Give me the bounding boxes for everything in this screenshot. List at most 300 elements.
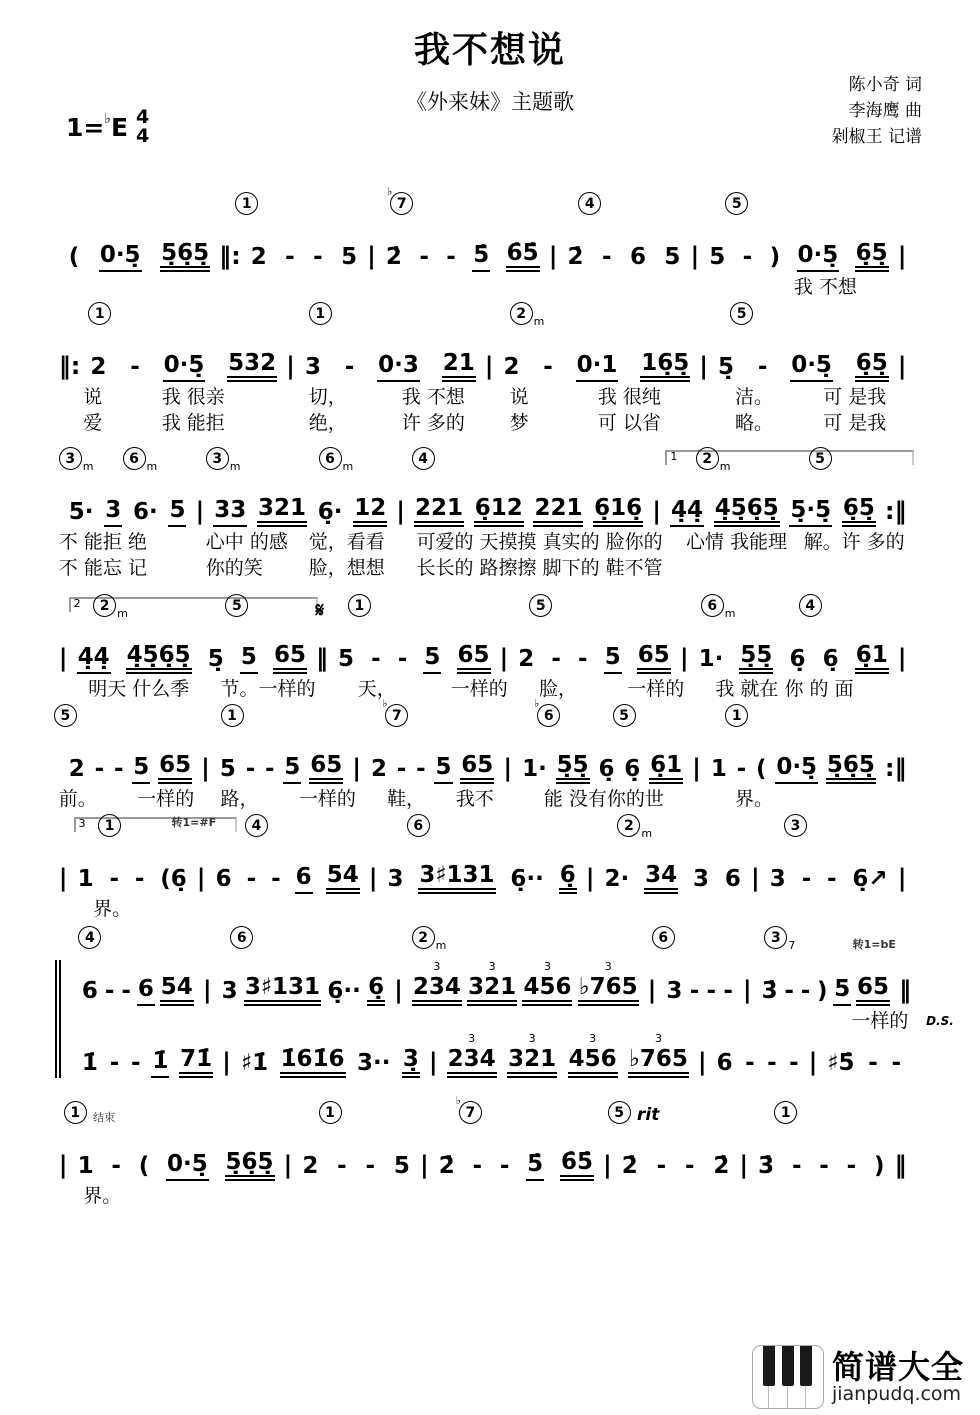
measure [72, 976, 203, 1006]
score [0, 185, 980, 1207]
lyric-segment: 可 是我 [823, 412, 887, 434]
barline: | [201, 754, 210, 782]
lyric-segment: 觉，看看 [308, 531, 385, 553]
note-token: 6̣ [559, 864, 577, 894]
note-token: - [104, 978, 115, 1004]
note-token: 234 3 [447, 1048, 497, 1078]
note-token: - [365, 1153, 376, 1179]
measure [72, 1048, 222, 1078]
lyric-segment: 路， [220, 788, 259, 810]
note-token: 6̣16̣ [593, 497, 643, 527]
chord-symbol [93, 594, 128, 620]
note-token: 2 [518, 646, 535, 672]
chord-number: 6 [407, 814, 430, 837]
barline: | [652, 497, 661, 525]
note-token: - [656, 1153, 667, 1179]
logo-name: 简谱大全 [831, 1347, 964, 1386]
note-token: ( [138, 1153, 150, 1179]
note-token: - [111, 1153, 121, 1179]
lyric-segment: 前。 [58, 788, 97, 810]
chord-number: 7 [385, 704, 408, 727]
ds-annotation: D.S. [926, 1014, 954, 1028]
triplet-mark: 3 [543, 960, 551, 973]
chord-symbol [221, 704, 244, 727]
chord-symbol [54, 704, 77, 727]
note-token: 5 [338, 646, 355, 672]
key-note: E [110, 112, 129, 142]
segno-annotation: 𝄋 [315, 598, 325, 622]
note-token: 3 [769, 866, 786, 892]
note-token: 5̣6̣5̣ [225, 1151, 275, 1181]
note-token: - [736, 756, 747, 782]
lyric-segment: 可 是我 [823, 386, 887, 408]
chord-symbol [613, 704, 636, 727]
barline-end: | [897, 352, 907, 380]
chord-number: 4 [799, 594, 822, 617]
note-token: - [313, 244, 323, 270]
chord-symbol [407, 814, 430, 837]
note-token: 6̣5̣ [855, 242, 889, 272]
note-token: 321 3 [467, 976, 517, 1006]
chord-row [0, 922, 980, 960]
chord-symbol [123, 447, 158, 473]
note-token: - [285, 244, 295, 270]
credits [832, 72, 922, 150]
lyrics-row [0, 553, 980, 579]
notes-row [61, 1032, 980, 1078]
lyrics-row [0, 894, 980, 920]
measure [748, 1155, 894, 1181]
chord-quality: m [117, 607, 128, 620]
measure [508, 644, 680, 674]
note-token: - [245, 756, 256, 782]
chord-number: 1 [725, 704, 748, 727]
notes-row [0, 226, 980, 272]
note-token: ♯1̇ [240, 1050, 269, 1076]
barline-end: | [897, 644, 907, 672]
note-token: 33 [213, 499, 247, 527]
barline-end: | [897, 864, 907, 892]
chord-symbol [88, 302, 111, 325]
note-token: 6̣·· [327, 978, 361, 1004]
barline: | [499, 644, 509, 672]
triplet-mark: 3 [589, 1032, 597, 1045]
barline: | [647, 976, 657, 1004]
note-token: - [826, 866, 837, 892]
note-token: 6̣· [317, 499, 343, 525]
chord-symbol [235, 192, 258, 215]
chord-symbol [652, 926, 675, 949]
note-token: 0·1 [576, 354, 619, 382]
notes-row [0, 481, 980, 527]
notes-row [0, 336, 980, 382]
chord-symbol [617, 814, 653, 840]
lyric-segment: 我 不想 [401, 386, 465, 408]
note-token: 6̣1 [855, 644, 889, 674]
credit-transcriber: 剁椒王 记谱 [831, 127, 922, 147]
note-token: 2 [68, 756, 85, 782]
barline: | [603, 1151, 612, 1179]
chord-symbol [59, 447, 94, 473]
chord-row [0, 700, 980, 738]
note-token: 5 [219, 756, 236, 782]
note-token: 4̣5̣6̣5̣ [126, 644, 192, 674]
note-token: 65 [309, 754, 343, 784]
lyric-segment: 我 能拒 [161, 412, 225, 434]
page-title: 我不想说 [413, 30, 566, 71]
note-token: 5 [833, 978, 851, 1006]
note-token: 6 [724, 866, 741, 892]
logo-url: jianpudq.com [831, 1382, 962, 1405]
chord-number: 2 [696, 447, 719, 470]
note-token: 6 [295, 866, 313, 894]
barline: | [58, 1151, 68, 1179]
lyric-segment: 脸，想想 [308, 557, 385, 579]
note-token: 321 3 [507, 1048, 557, 1078]
note-token: - [396, 756, 407, 782]
measure [689, 644, 898, 674]
note-token: 0·5̣ [797, 244, 840, 272]
measure [405, 497, 652, 527]
chord-quality: m [533, 315, 545, 328]
lyric-segment: 脸， [539, 678, 578, 700]
chord-number: 6 [319, 447, 342, 470]
chord-symbol [809, 447, 832, 470]
note-token: - [742, 244, 753, 270]
note-token: 5 [168, 499, 186, 527]
note-token: - [446, 244, 456, 270]
measure [493, 352, 699, 382]
barline: | [368, 864, 378, 892]
chord-number: 4 [578, 192, 601, 215]
barline: | [222, 1048, 231, 1076]
note-token: 4̣4̣ [670, 499, 704, 527]
chord-quality: m [342, 460, 354, 473]
note-token: - [706, 978, 717, 1004]
note-token: - [800, 978, 811, 1004]
measure [295, 352, 485, 382]
note-token: (6̣ [160, 866, 187, 892]
measure [752, 976, 899, 1006]
chord-symbol [784, 814, 807, 837]
note-token: 5 [341, 244, 358, 270]
barline: ‖: [219, 242, 241, 270]
lyric-segment: 绝， [308, 412, 347, 434]
note-token: ( [756, 756, 767, 782]
measure [361, 754, 503, 784]
chord-symbol [510, 302, 545, 328]
lyric-segment: 许 多的 [401, 412, 465, 434]
lyric-segment: 我不 [455, 788, 494, 810]
lyric-segment: 能 没有你的世 [543, 788, 664, 810]
chord-row [0, 1097, 980, 1135]
lyric-segment: 心情 我能理 [686, 531, 788, 553]
barline: | [286, 352, 295, 380]
note-token: 6̣ [789, 646, 806, 672]
chord-number: 1 [64, 1101, 87, 1124]
flat-icon: ♭ [104, 111, 111, 127]
note-token: 6 [716, 1050, 733, 1076]
barline: | [697, 1048, 707, 1076]
lyric-segment: 可 以省 [597, 412, 661, 434]
notes-row [0, 1135, 980, 1181]
chord-quality: m [229, 460, 241, 473]
note-token: 3♯131 [418, 864, 495, 894]
lyric-segment: 略。 [735, 412, 774, 434]
note-token: 6̣1 [649, 754, 683, 784]
triplet-mark: 3 [528, 1032, 536, 1045]
chord-symbol [529, 594, 552, 617]
note-token: 16̣5̣ [640, 352, 690, 382]
note-token: 0·5̣ [163, 354, 206, 382]
note-token: 5̇ [526, 1153, 544, 1181]
note-token: - [499, 1153, 510, 1179]
note-token: 1 [77, 1153, 94, 1179]
note-token: - [819, 1153, 829, 1179]
chord-symbol [701, 594, 736, 620]
lyrics-row [0, 784, 980, 810]
lyric-segment: 我 很亲 [161, 386, 225, 408]
barline: | [548, 242, 558, 270]
note-token: 5̣·5̣ [789, 499, 832, 527]
note-token: 65 [158, 754, 192, 784]
chord-quality: m [724, 607, 736, 620]
measure [59, 499, 196, 527]
note-token: 5 [709, 244, 726, 270]
note-token: 3 [221, 978, 238, 1004]
chord-quality: 7 [788, 939, 796, 952]
measure [707, 1052, 809, 1078]
lyric-segment: 爱 [83, 412, 103, 434]
barline: | [692, 754, 701, 782]
chord-number: 3 [784, 814, 807, 837]
flat-icon: ♭ [387, 185, 393, 198]
lyric-segment: 天， [357, 678, 396, 700]
chord-row [0, 298, 980, 336]
note-token: 3̇ [758, 1153, 775, 1179]
chord-symbol [382, 697, 408, 727]
note-token: - [684, 1153, 695, 1179]
note-token: 6 [81, 978, 98, 1004]
chord-number: 5 [54, 704, 77, 727]
measure [231, 1048, 429, 1078]
note-token: 65 [637, 644, 671, 674]
barline-end: :‖ [884, 497, 907, 525]
note-token: 71̇ [179, 1048, 213, 1078]
piano-icon [752, 1345, 824, 1409]
note-token: 6̣ [624, 756, 641, 782]
barline: ‖ [316, 644, 329, 672]
lyric-segment: 一样的 [450, 678, 508, 700]
note-token: - [109, 866, 119, 892]
volta-number: 3 [78, 817, 86, 830]
rit-annotation: rit [637, 1105, 660, 1125]
lyric-segment: 明天 什么季 [88, 678, 190, 700]
lyric-segment: 不 能拒 绝 [58, 531, 147, 553]
measure [210, 754, 352, 784]
note-token: 2 [503, 354, 520, 380]
music-system [0, 1094, 980, 1207]
note-token: 5̣5̣ [739, 644, 773, 674]
note-token: 4̣4̣ [77, 646, 111, 674]
note-token: 5· [68, 499, 94, 525]
note-token: 321 [257, 497, 307, 527]
measure [204, 497, 396, 527]
note-token: 5̣6̣5̣ [826, 754, 876, 784]
note-token: - [745, 1050, 755, 1076]
lyric-segment: 解。许 多的 [803, 531, 905, 553]
lyrics-row [0, 408, 980, 434]
note-token: - [801, 866, 812, 892]
note-token: ) [817, 978, 828, 1004]
mod-annotation: 转1=#F [171, 816, 217, 829]
lyric-segment: 洁。 [735, 386, 774, 408]
barline: | [484, 352, 494, 380]
note-token: - [121, 978, 131, 1004]
music-system [0, 590, 980, 700]
note-token: 5 [132, 756, 150, 784]
chord-symbol [534, 697, 560, 727]
note-token: 4̣5̣6̣5̣ [714, 497, 780, 527]
barline: | [419, 1151, 429, 1179]
lyric-segment: 节。一样的 [220, 678, 316, 700]
note-token: 5 [240, 646, 258, 674]
note-token: 1· [522, 756, 547, 782]
chord-number: 3 [59, 447, 82, 470]
lyric-segment: 切， [308, 386, 347, 408]
lyric-segment: 心中 的感 [205, 531, 288, 553]
barline: | [690, 242, 700, 270]
note-token: - [791, 1153, 802, 1179]
measure [68, 1151, 284, 1181]
note-token: 0·5̣ [775, 756, 818, 784]
note-token: ♭765 3 [578, 976, 639, 1006]
note-token: - [846, 1153, 857, 1179]
note-token: 0·5̣ [166, 1153, 209, 1181]
lyric-segment: 我 就在 你 的 面 [715, 678, 854, 700]
note-token: 6̣·· [510, 866, 544, 892]
volta-number: 2 [73, 597, 81, 610]
triplet-mark: 3 [654, 1032, 662, 1045]
lyrics-row [61, 1006, 980, 1032]
note-token: 532 [227, 352, 277, 382]
lyric-segment: 界。 [83, 1185, 122, 1207]
barline: | [195, 497, 205, 525]
barline: | [585, 864, 595, 892]
note-token: 5 [393, 1153, 410, 1179]
chord-number: 4 [245, 814, 268, 837]
measure [403, 960, 648, 1006]
lyrics-row [0, 1181, 980, 1207]
chord-symbol [578, 192, 601, 215]
note-token: 456 3 [522, 976, 572, 1006]
note-token: - [271, 866, 281, 892]
barline: | [394, 976, 403, 1004]
note-token: 2 [250, 244, 267, 270]
note-token: 5 [423, 646, 441, 674]
measure [292, 1155, 420, 1181]
lyrics-row [0, 272, 980, 298]
chord-number: 1 [235, 192, 258, 215]
note-token: 6̇5̇ [560, 1151, 594, 1181]
chord-number: 7 [459, 1101, 482, 1124]
note-token: - [551, 646, 561, 672]
measure [206, 864, 369, 894]
note-token: - [689, 978, 700, 1004]
note-token: - [789, 1050, 799, 1076]
measure [68, 644, 316, 674]
lyric-segment: 一样的 [627, 678, 685, 700]
note-token: 2· [604, 866, 630, 892]
chord-number: 5 [608, 1101, 631, 1124]
note-token: 1 [710, 756, 727, 782]
measure [241, 246, 367, 272]
chord-number: 1 [98, 814, 121, 837]
music-system [0, 697, 980, 810]
note-token: - [94, 756, 105, 782]
note-token: - [397, 646, 408, 672]
chord-number: 1 [221, 704, 244, 727]
note-token: 5 [434, 756, 452, 784]
chord-symbol [78, 926, 101, 949]
note-token: 3♯131 [244, 976, 321, 1006]
chord-symbol [696, 447, 731, 473]
note-token: - [419, 244, 429, 270]
chord-number: 7 [390, 192, 413, 215]
note-token: 6 [215, 866, 232, 892]
note-token: 2̇ [621, 1153, 638, 1179]
measure [558, 246, 691, 272]
chord-number: 5 [529, 594, 552, 617]
chord-number: 1 [774, 1101, 797, 1124]
note-token: 6̣5̣ [842, 497, 876, 527]
measure [429, 1151, 603, 1181]
note-token: 6 [137, 978, 155, 1006]
barline: | [742, 976, 752, 1004]
chord-symbol [98, 814, 121, 837]
key-signature [66, 108, 149, 146]
triplet-mark: 3 [468, 1032, 476, 1045]
lyric-segment: 我 不想 [793, 276, 857, 298]
note-token: - [265, 756, 275, 782]
time-bottom: 4 [136, 125, 150, 147]
note-token: - [578, 646, 588, 672]
note-token: 234 3 [412, 976, 462, 1006]
barline: | [808, 1048, 818, 1076]
chord-symbol [730, 302, 753, 325]
barline-end: :‖ [884, 754, 907, 782]
barline: | [428, 1048, 438, 1076]
time-signature [136, 108, 149, 146]
note-token: - [113, 756, 124, 782]
lyric-segment: 说 [83, 386, 103, 408]
chord-quality: m [641, 827, 653, 840]
chord-number: 4 [412, 447, 435, 470]
note-token: - [130, 354, 140, 380]
note-token: 3 [693, 866, 710, 892]
chord-number: 5 [730, 302, 753, 325]
lyrics-row [0, 674, 980, 700]
note-token: 1̇ [81, 1050, 98, 1076]
chord-symbol [225, 594, 248, 617]
note-token: 2̇ [438, 1153, 455, 1179]
barline: | [503, 754, 513, 782]
note-token: 2 [90, 354, 107, 380]
note-token: 1̇61̇6 [280, 1048, 346, 1078]
chord-symbol [206, 447, 241, 473]
note-token: 0·3 [377, 354, 420, 382]
note-token: 221 [414, 497, 464, 527]
